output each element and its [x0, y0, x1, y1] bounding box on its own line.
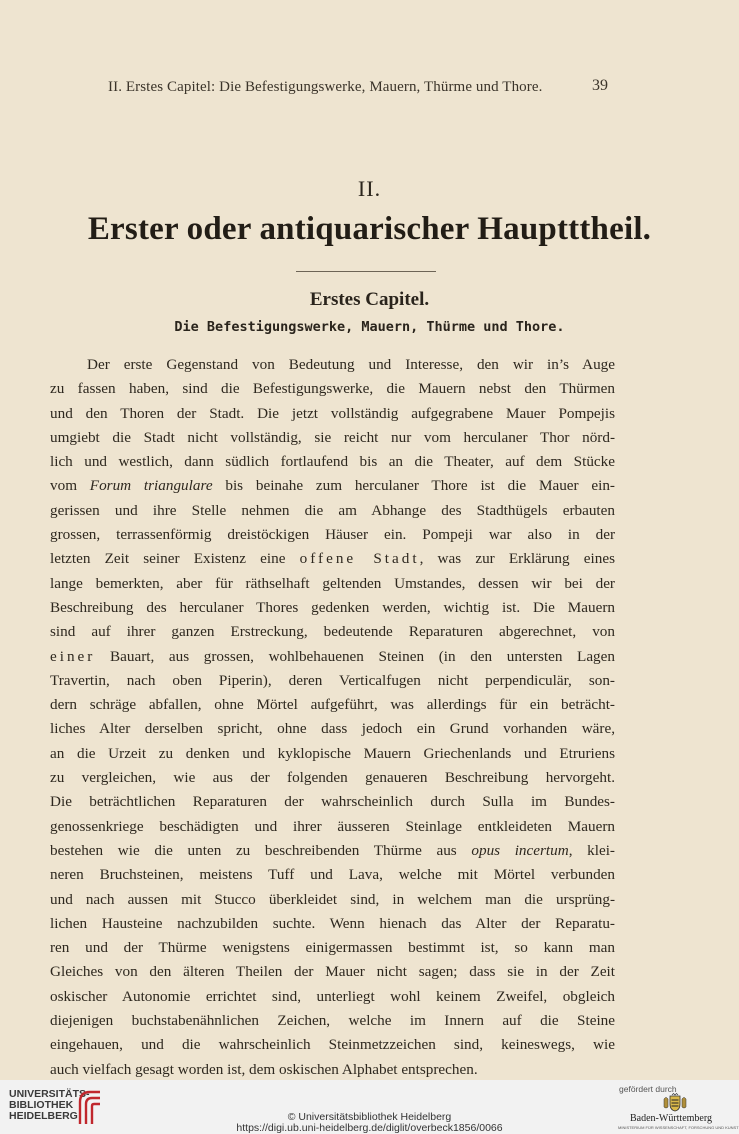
- text-line: Beschreibung des herculaner Thores gedenken werden, wichtig ist. Die Mauern: [50, 598, 615, 616]
- library-name-line: UNIVERSITÄTS-: [9, 1088, 90, 1100]
- body-paragraph: [50, 353, 615, 1082]
- text-line: Die beträchtlichen Reparaturen der wahrscheinlich durch Sulla im Bundes-: [50, 793, 615, 811]
- text-run: bestehen wie die unten zu beschreibenden Thürme aus: [50, 841, 472, 859]
- text-line: Der erste Gegenstand von Bedeutung und Interesse, den wir in’s Auge: [87, 356, 615, 373]
- spaced-emphasis: einer: [50, 647, 96, 665]
- text-line: auch vielfach gesagt worden ist, dem oskischen Alphabet entsprechen.: [50, 1060, 478, 1078]
- text-line: [50, 547, 615, 571]
- text-line: lich und westlich, dann südlich fortlaufend bis an die Theater, auf dem Stücke: [50, 453, 615, 471]
- funded-by-label: gefördert durch: [619, 1084, 677, 1094]
- digitization-footer: [0, 1080, 739, 1134]
- text-run: bis beinahe zum herculaner Thore ist die Mauer ein-: [212, 477, 615, 495]
- italic-term: opus incertum: [471, 841, 569, 859]
- text-line: neren Bruchsteinen, meistens Tuff und Lava, welche mit Mörtel verbunden: [50, 866, 615, 884]
- text-run: letzten Zeit seiner Existenz eine: [50, 550, 300, 568]
- text-line: lange bemerkten, aber für räthselhaft geltenden Umstandes, dessen wir bei der: [50, 574, 615, 592]
- text-run: vom: [50, 477, 90, 495]
- text-line: liches Alter derselben spricht, ohne dass jedoch ein Grund vorhanden wäre,: [50, 720, 615, 738]
- text-run: , klei-: [568, 841, 615, 859]
- italic-term: Forum triangulare: [89, 477, 213, 495]
- text-line: [50, 645, 615, 669]
- title-divider: [296, 271, 436, 272]
- library-name-line: BIBLIOTHEK: [9, 1099, 74, 1111]
- chapter-title: Erstes Capitel.: [309, 289, 430, 310]
- copyright-notice: © Universitätsbibliothek Heidelberg: [287, 1111, 452, 1123]
- text-line: und den Thoren der Stadt. Die jetzt vollständig aufgegrabene Mauer Pompejis: [50, 404, 615, 422]
- text-line: Travertin, nach oben Piperin), deren Verticalfugen nicht perpendiculär, son-: [50, 671, 615, 689]
- text-run: , was zur Erklärung eines: [419, 550, 615, 568]
- funder-name: Baden-Württemberg: [630, 1113, 713, 1124]
- text-line: eingehauen, und die wahrscheinlich Steinmetzzeichen sind, keineswegs, wie: [50, 1036, 615, 1054]
- text-line: ren und der Thürme wenigstens einigermassen bestimmt ist, so kann man: [50, 939, 615, 957]
- text-line: und nach aussen mit Stucco überkleidet sind, in welchem man die ursprüng-: [50, 890, 615, 908]
- part-title: Erster oder antiquarischer Hauptttheil.: [87, 211, 652, 247]
- coat-of-arms-icon: [662, 1093, 688, 1113]
- permalink[interactable]: https://digi.ub.uni-heidelberg.de/diglit/overbeck1856/0066: [236, 1122, 503, 1134]
- text-line: umgiebt die Stadt nicht vollständig, sie reicht nur vom herculaner Thor nörd-: [50, 428, 615, 446]
- text-line: grossen, terrassenförmig dreistöckigen Häuser ein. Pompeji war also in der: [50, 526, 615, 544]
- text-line: [50, 474, 615, 498]
- text-run: Bauart, aus grossen, wohlbehauenen Steinen (in den untersten Lagen: [95, 647, 615, 665]
- text-line: oskischer Autonomie errichtet sind, unterliegt wohl keinem Zweifel, obgleich: [50, 987, 615, 1005]
- text-line: lichen Hausteine nachzubilden suchte. Wenn hienach das Alter der Reparatu-: [50, 914, 615, 932]
- funder-ministry: MINISTERIUM FÜR WISSENSCHAFT, FORSCHUNG UND KUNST: [618, 1125, 739, 1130]
- text-line: gerissen und ihre Stelle nehmen die am Abhange des Stadthügels erbauten: [50, 501, 615, 519]
- text-line: zu fassen haben, sind die Befestigungswerke, die Mauern nebst den Thürmen: [50, 380, 615, 398]
- spaced-emphasis: offene Stadt: [299, 550, 420, 568]
- text-line: Gleiches von den älteren Theilen der Mauer nicht sagen; dass sie in der Zeit: [50, 963, 615, 981]
- text-line: zu vergleichen, wie aus der folgenden genaueren Beschreibung hervorgeht.: [50, 769, 615, 787]
- text-line: diejenigen buchstabenähnlichen Zeichen, welche im Innern auf die Steine: [50, 1012, 615, 1030]
- text-line: sind auf ihrer ganzen Erstreckung, bedeutende Reparaturen abgerechnet, von: [50, 623, 615, 641]
- text-line: dern schräge abfallen, ohne Mörtel aufgeführt, was allerdings für ein beträcht-: [50, 696, 615, 714]
- page-number: 39: [592, 77, 608, 94]
- text-line: genossenkriege beschädigten und ihrer äusseren Steinlage entkleideten Mauern: [50, 817, 615, 835]
- chapter-subtitle: Die Befestigungswerke, Mauern, Thürme und Thore.: [174, 319, 565, 335]
- library-name-line: HEIDELBERG: [9, 1110, 78, 1122]
- running-head: II. Erstes Capitel: Die Befestigungswerke, Mauern, Thürme und Thore.: [108, 79, 543, 95]
- part-number: II.: [357, 176, 382, 201]
- text-line: an die Urzeit zu denken und kyklopische Mauern Griechenlands und Etruriens: [50, 744, 615, 762]
- text-line: [50, 839, 615, 863]
